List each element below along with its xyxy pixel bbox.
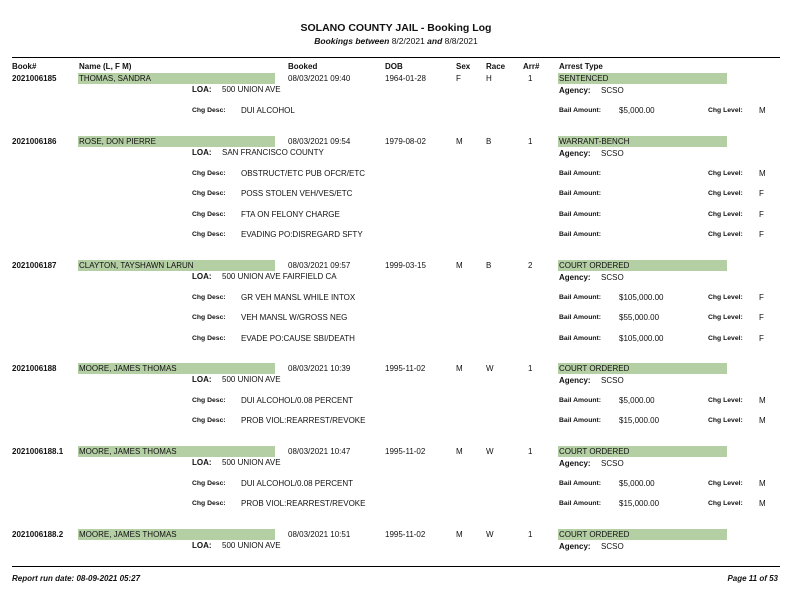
arrest-type: SENTENCED bbox=[558, 73, 727, 84]
arrest-number: 1 bbox=[528, 137, 533, 146]
loa-label: LOA: bbox=[192, 541, 212, 550]
arrest-number: 2 bbox=[528, 261, 533, 270]
sex: M bbox=[456, 137, 463, 146]
arrest-type: COURT ORDERED bbox=[558, 529, 727, 540]
chg-desc-label: Chg Desc: bbox=[192, 314, 226, 321]
agency-label: Agency: bbox=[559, 376, 591, 385]
race: W bbox=[486, 447, 494, 456]
booked-datetime: 08/03/2021 10:39 bbox=[288, 364, 351, 373]
agency-label: Agency: bbox=[559, 273, 591, 282]
race: W bbox=[486, 364, 494, 373]
chg-level-label: Chg Level: bbox=[708, 211, 743, 218]
bail-amount: $15,000.00 bbox=[619, 416, 660, 425]
chg-desc-label: Chg Desc: bbox=[192, 211, 226, 218]
date-of-birth: 1999-03-15 bbox=[385, 261, 426, 270]
arrest-number: 1 bbox=[528, 364, 533, 373]
sex: M bbox=[456, 364, 463, 373]
loa-label: LOA: bbox=[192, 458, 212, 467]
bail-amount: $5,000.00 bbox=[619, 106, 655, 115]
page-number: Page 11 of 53 bbox=[727, 574, 778, 583]
charge-level: M bbox=[759, 169, 766, 178]
book-number: 2021006188 bbox=[12, 364, 57, 373]
bail-amount-label: Bail Amount: bbox=[559, 231, 602, 238]
inmate-name: MOORE, JAMES THOMAS bbox=[78, 363, 275, 374]
charge-level: F bbox=[759, 189, 764, 198]
bail-amount: $55,000.00 bbox=[619, 313, 660, 322]
bail-amount-label: Bail Amount: bbox=[559, 190, 602, 197]
charge-level: M bbox=[759, 396, 766, 405]
col-header-dob: DOB bbox=[385, 62, 403, 71]
date-of-birth: 1995-11-02 bbox=[385, 447, 426, 456]
bail-amount: $5,000.00 bbox=[619, 396, 655, 405]
race: B bbox=[486, 137, 492, 146]
chg-desc-label: Chg Desc: bbox=[192, 480, 226, 487]
loa-value: 500 UNION AVE bbox=[222, 85, 281, 94]
footer-divider bbox=[12, 566, 780, 567]
chg-desc-label: Chg Desc: bbox=[192, 170, 226, 177]
charge-description: DUI ALCOHOL bbox=[241, 106, 295, 115]
arrest-number: 1 bbox=[528, 447, 533, 456]
charge-description: POSS STOLEN VEH/VES/ETC bbox=[241, 189, 353, 198]
charge-level: F bbox=[759, 230, 764, 239]
chg-level-label: Chg Level: bbox=[708, 335, 743, 342]
booked-datetime: 08/03/2021 09:57 bbox=[288, 261, 351, 270]
col-header-name: Name (L, F M) bbox=[79, 62, 132, 71]
subtitle-prefix: Bookings between bbox=[314, 36, 390, 46]
inmate-name: CLAYTON, TAYSHAWN LARUN bbox=[78, 260, 275, 271]
bail-amount-label: Bail Amount: bbox=[559, 417, 602, 424]
bail-amount: $15,000.00 bbox=[619, 499, 660, 508]
loa-label: LOA: bbox=[192, 272, 212, 281]
agency-value: SCSO bbox=[601, 86, 624, 95]
loa-value: 500 UNION AVE bbox=[222, 375, 281, 384]
bail-amount-label: Bail Amount: bbox=[559, 107, 602, 114]
col-header-booked: Booked bbox=[288, 62, 318, 71]
agency-value: SCSO bbox=[601, 149, 624, 158]
chg-desc-label: Chg Desc: bbox=[192, 294, 226, 301]
charge-description: PROB VIOL:REARREST/REVOKE bbox=[241, 499, 366, 508]
loa-value: 500 UNION AVE FAIRFIELD CA bbox=[222, 272, 337, 281]
charge-level: M bbox=[759, 106, 766, 115]
sex: M bbox=[456, 261, 463, 270]
arrest-type: COURT ORDERED bbox=[558, 260, 727, 271]
chg-desc-label: Chg Desc: bbox=[192, 107, 226, 114]
chg-level-label: Chg Level: bbox=[708, 294, 743, 301]
charge-description: EVADING PO:DISREGARD SFTY bbox=[241, 230, 363, 239]
col-header-race: Race bbox=[486, 62, 506, 71]
chg-level-label: Chg Level: bbox=[708, 231, 743, 238]
report-subtitle bbox=[0, 36, 792, 46]
arrest-number: 1 bbox=[528, 74, 533, 83]
charge-level: F bbox=[759, 334, 764, 343]
charge-level: M bbox=[759, 416, 766, 425]
arrest-type: COURT ORDERED bbox=[558, 446, 727, 457]
charge-description: OBSTRUCT/ETC PUB OFCR/ETC bbox=[241, 169, 366, 178]
col-header-arrest-type: Arrest Type bbox=[559, 62, 603, 71]
arrest-type: WARRANT-BENCH bbox=[558, 136, 727, 147]
chg-desc-label: Chg Desc: bbox=[192, 190, 226, 197]
race: H bbox=[486, 74, 492, 83]
inmate-name: THOMAS, SANDRA bbox=[78, 73, 275, 84]
sex: M bbox=[456, 447, 463, 456]
charge-level: F bbox=[759, 313, 764, 322]
book-number: 2021006188.1 bbox=[12, 447, 64, 456]
chg-desc-label: Chg Desc: bbox=[192, 397, 226, 404]
charge-description: GR VEH MANSL WHILE INTOX bbox=[241, 293, 356, 302]
col-header-sex: Sex bbox=[456, 62, 471, 71]
loa-label: LOA: bbox=[192, 148, 212, 157]
bail-amount-label: Bail Amount: bbox=[559, 211, 602, 218]
agency-label: Agency: bbox=[559, 149, 591, 158]
bail-amount-label: Bail Amount: bbox=[559, 170, 602, 177]
sex: M bbox=[456, 530, 463, 539]
race: W bbox=[486, 530, 494, 539]
book-number: 2021006185 bbox=[12, 74, 57, 83]
book-number: 2021006187 bbox=[12, 261, 57, 270]
report-run-date: Report run date: 08-09-2021 05:27 bbox=[12, 574, 141, 583]
header-divider bbox=[12, 57, 780, 58]
book-number: 2021006188.2 bbox=[12, 530, 64, 539]
charge-description: VEH MANSL W/GROSS NEG bbox=[241, 313, 348, 322]
charge-level: M bbox=[759, 499, 766, 508]
agency-label: Agency: bbox=[559, 459, 591, 468]
chg-level-label: Chg Level: bbox=[708, 107, 743, 114]
charge-level: F bbox=[759, 293, 764, 302]
chg-level-label: Chg Level: bbox=[708, 500, 743, 507]
chg-desc-label: Chg Desc: bbox=[192, 231, 226, 238]
bail-amount-label: Bail Amount: bbox=[559, 397, 602, 404]
subtitle-and: and bbox=[427, 36, 443, 46]
arrest-number: 1 bbox=[528, 530, 533, 539]
booked-datetime: 08/03/2021 09:54 bbox=[288, 137, 351, 146]
col-header-book: Book# bbox=[12, 62, 37, 71]
charge-description: EVADE PO:CAUSE SBI/DEATH bbox=[241, 334, 355, 343]
loa-label: LOA: bbox=[192, 85, 212, 94]
charge-description: PROB VIOL:REARREST/REVOKE bbox=[241, 416, 366, 425]
agency-value: SCSO bbox=[601, 273, 624, 282]
inmate-name: MOORE, JAMES THOMAS bbox=[78, 446, 275, 457]
chg-level-label: Chg Level: bbox=[708, 314, 743, 321]
chg-desc-label: Chg Desc: bbox=[192, 335, 226, 342]
bail-amount: $105,000.00 bbox=[619, 334, 664, 343]
book-number: 2021006186 bbox=[12, 137, 57, 146]
date-of-birth: 1979-08-02 bbox=[385, 137, 426, 146]
charge-level: M bbox=[759, 479, 766, 488]
inmate-name: MOORE, JAMES THOMAS bbox=[78, 529, 275, 540]
bail-amount-label: Bail Amount: bbox=[559, 480, 602, 487]
bail-amount-label: Bail Amount: bbox=[559, 335, 602, 342]
chg-level-label: Chg Level: bbox=[708, 170, 743, 177]
charge-description: FTA ON FELONY CHARGE bbox=[241, 210, 340, 219]
race: B bbox=[486, 261, 492, 270]
agency-value: SCSO bbox=[601, 376, 624, 385]
arrest-type: COURT ORDERED bbox=[558, 363, 727, 374]
booked-datetime: 08/03/2021 09:40 bbox=[288, 74, 351, 83]
report-title: SOLANO COUNTY JAIL - Booking Log bbox=[300, 22, 492, 34]
charge-description: DUI ALCOHOL/0.08 PERCENT bbox=[241, 396, 354, 405]
bail-amount-label: Bail Amount: bbox=[559, 294, 602, 301]
charge-level: F bbox=[759, 210, 764, 219]
loa-value: 500 UNION AVE bbox=[222, 458, 281, 467]
chg-desc-label: Chg Desc: bbox=[192, 417, 226, 424]
bail-amount-label: Bail Amount: bbox=[559, 314, 602, 321]
agency-value: SCSO bbox=[601, 459, 624, 468]
subtitle-to-date: 8/8/2021 bbox=[444, 36, 478, 46]
chg-desc-label: Chg Desc: bbox=[192, 500, 226, 507]
agency-value: SCSO bbox=[601, 542, 624, 551]
sex: F bbox=[456, 74, 461, 83]
bail-amount: $5,000.00 bbox=[619, 479, 655, 488]
charge-description: DUI ALCOHOL/0.08 PERCENT bbox=[241, 479, 354, 488]
chg-level-label: Chg Level: bbox=[708, 417, 743, 424]
date-of-birth: 1964-01-28 bbox=[385, 74, 426, 83]
chg-level-label: Chg Level: bbox=[708, 397, 743, 404]
chg-level-label: Chg Level: bbox=[708, 480, 743, 487]
agency-label: Agency: bbox=[559, 542, 591, 551]
loa-value: SAN FRANCISCO COUNTY bbox=[222, 148, 324, 157]
inmate-name: ROSE, DON PIERRE bbox=[78, 136, 275, 147]
loa-label: LOA: bbox=[192, 375, 212, 384]
bail-amount: $105,000.00 bbox=[619, 293, 664, 302]
loa-value: 500 UNION AVE bbox=[222, 541, 281, 550]
date-of-birth: 1995-11-02 bbox=[385, 530, 426, 539]
booked-datetime: 08/03/2021 10:51 bbox=[288, 530, 351, 539]
col-header-arr: Arr# bbox=[523, 62, 540, 71]
booked-datetime: 08/03/2021 10:47 bbox=[288, 447, 351, 456]
chg-level-label: Chg Level: bbox=[708, 190, 743, 197]
date-of-birth: 1995-11-02 bbox=[385, 364, 426, 373]
bail-amount-label: Bail Amount: bbox=[559, 500, 602, 507]
subtitle-from-date: 8/2/2021 bbox=[391, 36, 425, 46]
agency-label: Agency: bbox=[559, 86, 591, 95]
